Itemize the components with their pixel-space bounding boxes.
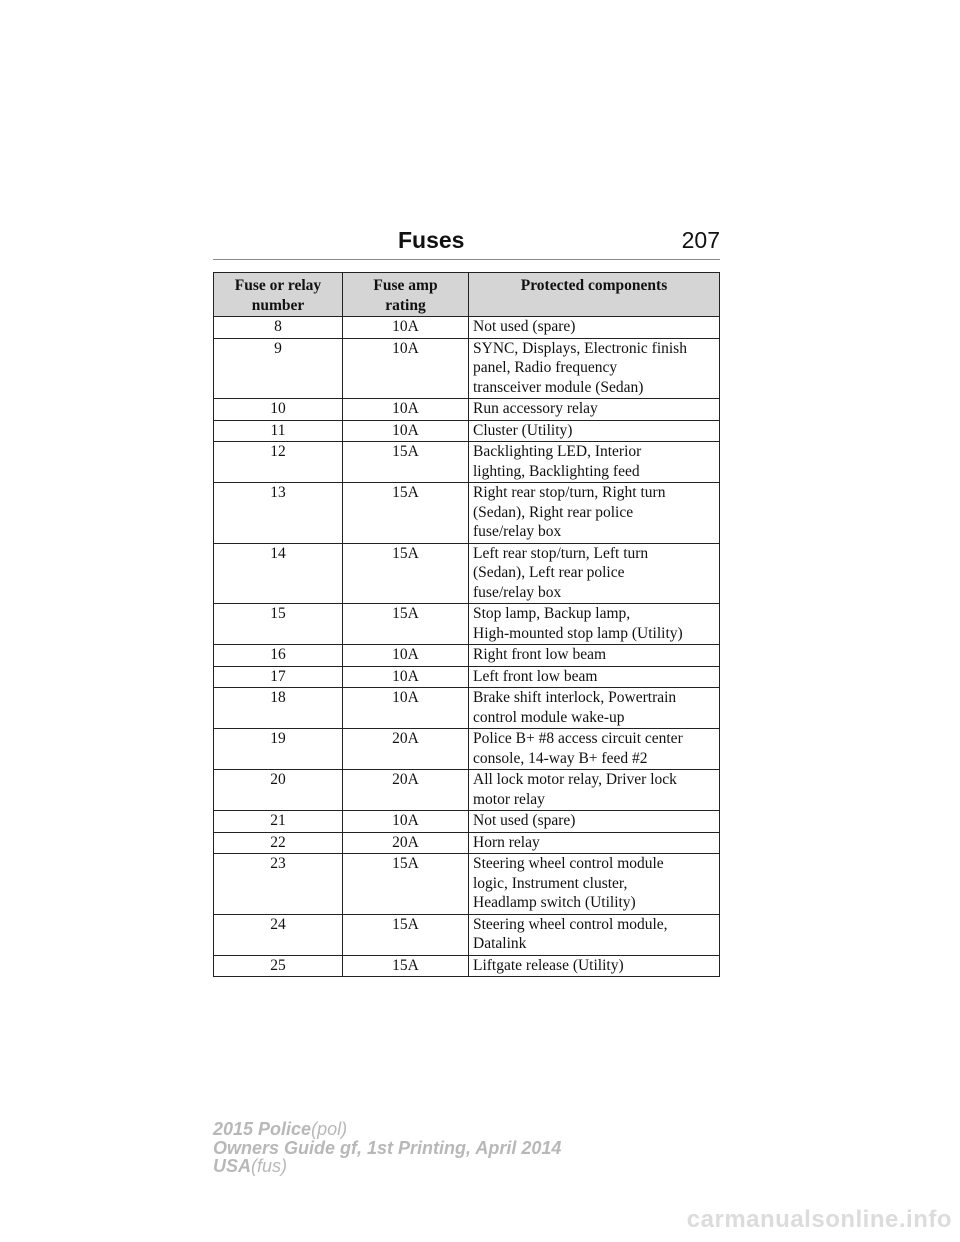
column-header-protected-components: Protected components xyxy=(469,273,720,317)
section-title: Fuses xyxy=(398,227,465,253)
table-row xyxy=(214,955,720,977)
document-footer xyxy=(213,1120,561,1176)
amp-rating-cell: 15A xyxy=(343,955,469,977)
component-text-line: Run accessory relay xyxy=(473,400,598,417)
table-row xyxy=(214,914,720,955)
fuse-number-cell: 11 xyxy=(214,420,343,442)
column-header-fuse-number: Fuse or relay number xyxy=(214,273,343,317)
fuse-number-cell: 22 xyxy=(214,832,343,854)
protected-components-cell xyxy=(469,666,720,688)
component-text-line: High-mounted stop lamp (Utility) xyxy=(473,624,683,642)
footer-line-3: USA(fus) xyxy=(213,1156,288,1176)
protected-components-cell xyxy=(469,420,720,442)
amp-rating-cell: 10A xyxy=(343,338,469,399)
protected-components-cell xyxy=(469,543,720,604)
protected-components-cell xyxy=(469,399,720,421)
amp-rating-cell: 15A xyxy=(343,854,469,915)
table-row xyxy=(214,854,720,915)
table-header-row xyxy=(214,273,720,317)
component-text-line: All lock motor relay, Driver lock xyxy=(473,771,677,788)
column-header-amp-rating: Fuse amp rating xyxy=(343,273,469,317)
component-text-line: motor relay xyxy=(473,790,545,808)
table-row xyxy=(214,338,720,399)
table-row xyxy=(214,729,720,770)
table-row xyxy=(214,832,720,854)
footer-line-2: Owners Guide gf, 1st Printing, April 2014 xyxy=(213,1137,562,1158)
component-text-line: Right front low beam xyxy=(473,646,607,663)
component-text-line: Liftgate release (Utility) xyxy=(473,956,624,974)
amp-rating-cell: 20A xyxy=(343,729,469,770)
amp-rating-cell: 10A xyxy=(343,811,469,833)
table-row xyxy=(214,666,720,688)
table-row xyxy=(214,688,720,729)
component-text-line: fuse/relay box xyxy=(473,523,562,540)
fuse-number-cell: 24 xyxy=(214,914,343,955)
component-text-line: control module wake-up xyxy=(473,708,625,726)
component-text-line: Horn relay xyxy=(473,833,540,851)
protected-components-cell xyxy=(469,604,720,645)
protected-components-cell xyxy=(469,832,720,854)
component-text-line: (Sedan), Left rear police xyxy=(473,564,625,581)
component-text-line: Not used (spare) xyxy=(473,318,576,335)
protected-components-cell xyxy=(469,770,720,811)
amp-rating-cell: 15A xyxy=(343,483,469,544)
amp-rating-cell: 10A xyxy=(343,645,469,667)
fuse-table xyxy=(213,272,720,977)
component-text-line: panel, Radio frequency xyxy=(473,359,618,376)
fuse-number-cell: 20 xyxy=(214,770,343,811)
amp-rating-cell: 10A xyxy=(343,317,469,339)
amp-rating-cell: 10A xyxy=(343,420,469,442)
fuse-number-cell: 25 xyxy=(214,955,343,977)
amp-rating-cell: 10A xyxy=(343,399,469,421)
component-text-line: Backlighting LED, Interior xyxy=(473,443,642,460)
component-text-line: logic, Instrument cluster, xyxy=(473,874,628,892)
protected-components-cell xyxy=(469,688,720,729)
fuse-number-cell: 8 xyxy=(214,317,343,339)
component-text-line: SYNC, Displays, Electronic finish xyxy=(473,339,687,357)
fuse-number-cell: 23 xyxy=(214,854,343,915)
fuse-number-cell: 15 xyxy=(214,604,343,645)
component-text-line: Police B+ #8 access circuit center xyxy=(473,730,683,747)
protected-components-cell xyxy=(469,955,720,977)
fuse-number-cell: 17 xyxy=(214,666,343,688)
fuse-number-cell: 14 xyxy=(214,543,343,604)
protected-components-cell xyxy=(469,645,720,667)
footer-line-1: 2015 Police(pol) xyxy=(213,1119,348,1139)
fuse-number-cell: 21 xyxy=(214,811,343,833)
fuse-number-cell: 16 xyxy=(214,645,343,667)
component-text-line: lighting, Backlighting feed xyxy=(473,462,640,480)
fuse-number-cell: 9 xyxy=(214,338,343,399)
amp-rating-cell: 15A xyxy=(343,914,469,955)
page-number: 207 xyxy=(681,227,720,253)
protected-components-cell xyxy=(469,317,720,339)
protected-components-cell xyxy=(469,729,720,770)
table-row xyxy=(214,442,720,483)
component-text-line: transceiver module (Sedan) xyxy=(473,378,644,396)
component-text-line: (Sedan), Right rear police xyxy=(473,503,634,521)
component-text-line: Cluster (Utility) xyxy=(473,421,573,439)
component-text-line: Headlamp switch (Utility) xyxy=(473,894,636,911)
protected-components-cell xyxy=(469,854,720,915)
amp-rating-cell: 15A xyxy=(343,543,469,604)
amp-rating-cell: 10A xyxy=(343,666,469,688)
table-row xyxy=(214,543,720,604)
component-text-line: Brake shift interlock, Powertrain xyxy=(473,689,677,706)
table-row xyxy=(214,811,720,833)
component-text-line: fuse/relay box xyxy=(473,583,562,601)
table-row xyxy=(214,770,720,811)
component-text-line: Left front low beam xyxy=(473,667,598,685)
amp-rating-cell: 10A xyxy=(343,688,469,729)
table-row xyxy=(214,604,720,645)
component-text-line: Datalink xyxy=(473,935,527,952)
protected-components-cell xyxy=(469,442,720,483)
table-row xyxy=(214,317,720,339)
amp-rating-cell: 15A xyxy=(343,604,469,645)
component-text-line: Right rear stop/turn, Right turn xyxy=(473,484,666,501)
protected-components-cell xyxy=(469,338,720,399)
component-text-line: Steering wheel control module xyxy=(473,855,664,872)
component-text-line: Stop lamp, Backup lamp, xyxy=(473,605,631,622)
fuse-number-cell: 19 xyxy=(214,729,343,770)
protected-components-cell xyxy=(469,914,720,955)
table-row xyxy=(214,420,720,442)
fuse-number-cell: 10 xyxy=(214,399,343,421)
fuse-number-cell: 13 xyxy=(214,483,343,544)
page-header xyxy=(213,227,720,260)
watermark: carmanualsonline.info xyxy=(686,1206,952,1233)
component-text-line: Left rear stop/turn, Left turn xyxy=(473,544,649,562)
component-text-line: Steering wheel control module, xyxy=(473,915,668,933)
fuse-number-cell: 18 xyxy=(214,688,343,729)
amp-rating-cell: 15A xyxy=(343,442,469,483)
table-row xyxy=(214,645,720,667)
table-body xyxy=(214,317,720,977)
table-row xyxy=(214,399,720,421)
protected-components-cell xyxy=(469,483,720,544)
amp-rating-cell: 20A xyxy=(343,832,469,854)
protected-components-cell xyxy=(469,811,720,833)
table-row xyxy=(214,483,720,544)
amp-rating-cell: 20A xyxy=(343,770,469,811)
fuse-number-cell: 12 xyxy=(214,442,343,483)
component-text-line: console, 14-way B+ feed #2 xyxy=(473,749,648,767)
component-text-line: Not used (spare) xyxy=(473,812,576,829)
